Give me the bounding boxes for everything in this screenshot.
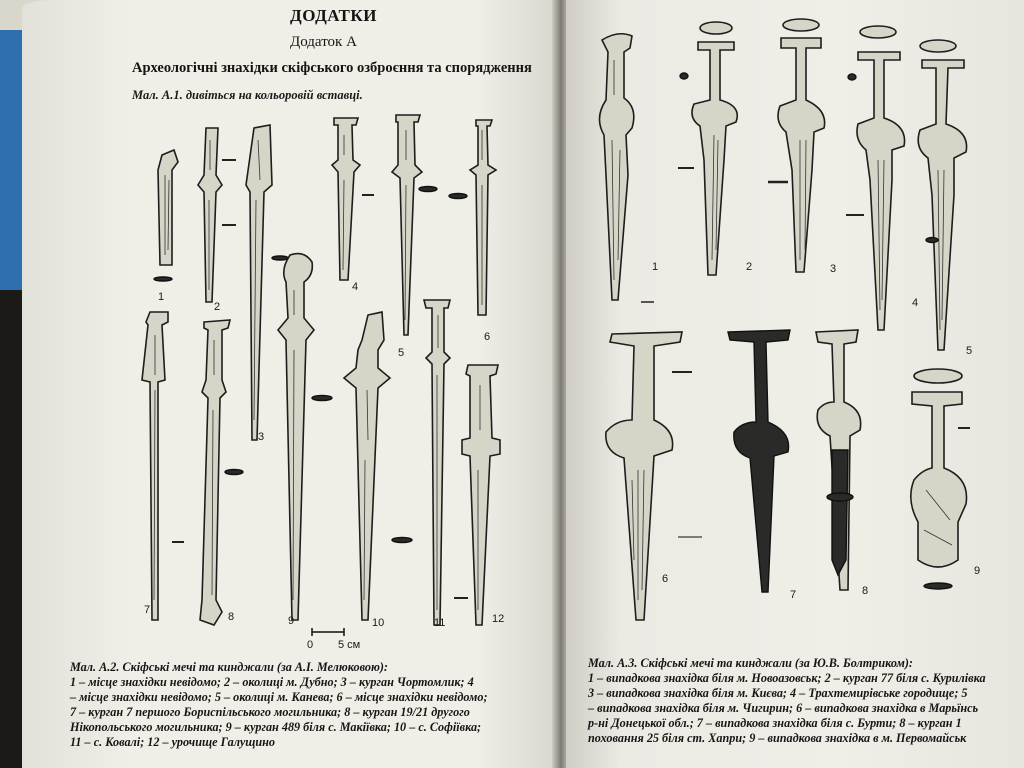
dagger-drawing-1 (599, 34, 694, 302)
figure-number-12: 12 (492, 613, 505, 625)
sword-drawing-6 (449, 120, 496, 315)
sword-drawing-4 (332, 118, 374, 280)
scale-bar (307, 628, 360, 651)
dagger-drawing-9 (911, 369, 970, 589)
sword-drawing-7 (142, 312, 184, 620)
caption-line: поховання 25 біля ст. Хапри; 9 – випадкова знахідка в м. Первомайськ (588, 731, 967, 745)
appendix-subtitle: Додаток А (290, 34, 357, 50)
right-page (566, 0, 1024, 768)
figure-number-7: 7 (790, 589, 797, 601)
dagger-drawing-6 (606, 332, 702, 620)
scale-zero: 0 (307, 639, 314, 651)
caption-line: 11 – с. Ковалі; 12 – урочище Галущино (70, 735, 276, 749)
figure-number-9: 9 (288, 615, 295, 627)
swords-plate-a3 (566, 0, 1024, 768)
sword-drawing-11 (424, 300, 468, 625)
caption-line: 7 – курган 7 першого Бориспільського могильника; 8 – курган 19/21 другого (70, 705, 470, 719)
dagger-drawing-3 (768, 19, 825, 272)
figure-number-4: 4 (352, 281, 359, 293)
dagger-drawing-8 (816, 330, 861, 590)
figure-number-4: 4 (912, 297, 919, 309)
figure-number-7: 7 (144, 604, 151, 616)
sword-drawing-1 (154, 150, 178, 281)
caption-line: Нікопольського могильника; 9 – курган 489 біля с. Макіївка; 10 – с. Софіївка; (70, 720, 482, 734)
sword-drawing-2 (198, 128, 236, 302)
caption-a3 (588, 656, 1022, 746)
figure-number-3: 3 (830, 263, 837, 275)
sword-drawing-9 (278, 254, 332, 620)
caption-line: 3 – випадкова знахідка біля м. Києва; 4 – Трахтемирівське городище; 5 (588, 686, 968, 700)
figure-number-2: 2 (746, 261, 753, 273)
page-title: ДОДАТКИ (290, 6, 377, 25)
figure-number-6: 6 (484, 331, 491, 343)
dagger-drawing-4 (846, 26, 905, 330)
caption-line: 1 – випадкова знахідка біля м. Новоазовськ; 2 – курган 77 біля с. Курилівка (588, 671, 986, 685)
caption-line: – випадкова знахідка біля м. Чигирин; 6 – випадкова знахідка в Марьїнсь (588, 701, 979, 715)
figure-number-8: 8 (862, 585, 869, 597)
caption-line: 1 – місце знахідки невідомо; 2 – околиці м. Дубно; 3 – курган Чортомлик; 4 (70, 675, 474, 689)
figure-number-10: 10 (372, 617, 385, 629)
figure-number-6: 6 (662, 573, 669, 585)
sword-drawing-3 (246, 125, 288, 440)
sword-drawing-12 (462, 365, 500, 625)
figure-number-1: 1 (652, 261, 659, 273)
figure-number-11: 11 (434, 617, 446, 629)
caption-line: – місце знахідки невідомо; 5 – околиці м. Канева; 6 – місце знахідки невідомо; (70, 690, 488, 704)
figure-number-3: 3 (258, 431, 265, 443)
caption-line: р-ні Донецької обл.; 7 – випадкова знахідка біля с. Бурти; 8 – курган 1 (588, 716, 962, 730)
caption-title: Мал. А.2. Скіфські мечі та кинджали (за А.І. Мелюковою): (70, 660, 388, 674)
caption-a2 (70, 660, 558, 750)
figure-number-5: 5 (966, 345, 973, 357)
figure-number-5: 5 (398, 347, 405, 359)
figure-number-8: 8 (228, 611, 235, 623)
figure-number-1: 1 (158, 291, 165, 303)
dagger-drawing-2 (680, 22, 737, 275)
figure-note: Мал. А.1. дивіться на кольоровій вставці. (132, 88, 363, 102)
left-page (22, 0, 558, 768)
dagger-drawing-7 (728, 330, 790, 592)
caption-title: Мал. А.3. Скіфські мечі та кинджали (за Ю.В. Болтриком): (588, 656, 913, 670)
scale-label: 5 см (338, 639, 361, 651)
figure-number-9: 9 (974, 565, 981, 577)
section-heading: Археологічні знахідки скіфського озброєння та спорядження (132, 60, 532, 76)
figure-number-2: 2 (214, 301, 221, 313)
dagger-drawing-5 (918, 40, 966, 350)
swords-plate-a2 (22, 0, 558, 768)
sword-drawing-8 (200, 320, 243, 625)
